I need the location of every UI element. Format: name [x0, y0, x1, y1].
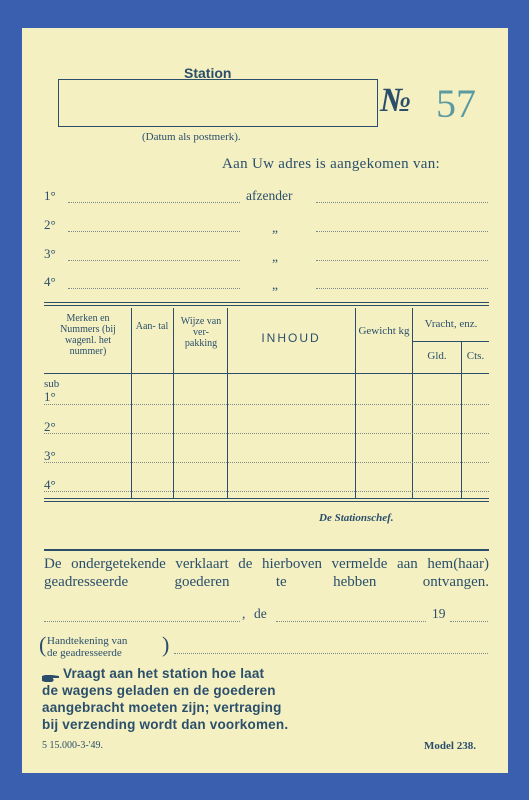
date-year-label: 19	[432, 606, 446, 621]
date-de-label: de	[254, 606, 267, 621]
table-row-line	[44, 491, 489, 492]
col-vracht-header: Vracht, enz.	[424, 318, 478, 330]
date-year-line	[450, 621, 488, 622]
sender-row-num: 1°	[44, 188, 56, 203]
declaration-rule	[44, 549, 489, 551]
table-bottom-rule	[44, 498, 489, 502]
table-row-line	[44, 404, 489, 405]
col-wijze-header: Wijze van ver- pakking	[180, 316, 222, 349]
table-row-num: 1°	[44, 389, 56, 404]
vracht-sub-rule	[412, 341, 489, 342]
sig-paren-left: (	[39, 632, 47, 657]
col-merken-header: Merken en Nummers (bij wagenl. het nummer)	[60, 313, 116, 357]
signature-label	[47, 635, 127, 659]
notice-line: aangebracht moeten zijn; vertraging	[42, 700, 282, 715]
freight-card	[22, 28, 508, 773]
date-place-line	[44, 621, 240, 622]
sender-row-label: afzender	[246, 188, 293, 203]
number-value: 57	[436, 81, 476, 126]
table-row-num: 2°	[44, 419, 56, 434]
date-day-line	[276, 621, 426, 622]
station-stamp-box	[58, 79, 378, 127]
stationschef-label: De Stationschef.	[319, 512, 394, 524]
datum-note: (Datum als postmerk).	[142, 131, 241, 143]
notice-line: bij verzending wordt dan voorkomen.	[42, 717, 289, 732]
col-cts-header: Cts.	[466, 350, 485, 362]
table-row-num: 4°	[44, 477, 56, 492]
signature-label-line-1: Handtekening van	[47, 635, 128, 647]
declaration-text: De ondergetekende verklaart de hierboven vermelde aan hem(haar) geadresseerde goederen te hebben ontvangen.	[44, 556, 489, 590]
sender-row-num: 4°	[44, 274, 56, 289]
aangekomen-text: Aan Uw adres is aangekomen van:	[222, 156, 440, 172]
col-aantal-header: Aan- tal	[135, 321, 169, 332]
row-sub-label: sub	[44, 378, 60, 390]
col-inhoud-header: INHOUD	[261, 331, 321, 345]
col-gld-header: Gld.	[427, 350, 447, 362]
pointing-hand-icon	[42, 670, 60, 680]
table-row-line	[44, 433, 489, 434]
model-number: Model 238.	[424, 740, 476, 752]
sender-row-num: 2°	[44, 217, 56, 232]
notice-line: de wagens geladen en de goederen	[42, 683, 276, 698]
station-label: Station	[184, 65, 232, 81]
date-comma: ,	[242, 606, 246, 621]
table-top-rule	[44, 302, 489, 306]
col-gewicht-header: Gewicht kg	[358, 325, 410, 337]
number-sign: №	[380, 82, 412, 119]
sender-row-num: 3°	[44, 246, 56, 261]
print-code: 5 15.000-3-'49.	[42, 740, 103, 751]
sig-paren-right: )	[162, 632, 170, 657]
table-header-rule	[44, 373, 489, 374]
ditto-mark: „	[272, 249, 278, 264]
signature-line	[174, 653, 488, 654]
table-row-line	[44, 462, 489, 463]
ditto-mark: „	[272, 277, 278, 292]
signature-label-line-2: de geadresseerde	[47, 647, 122, 659]
table-row-num: 3°	[44, 448, 56, 463]
ditto-mark: „	[272, 220, 278, 235]
notice-line: Vraagt aan het station hoe laat	[63, 666, 265, 681]
